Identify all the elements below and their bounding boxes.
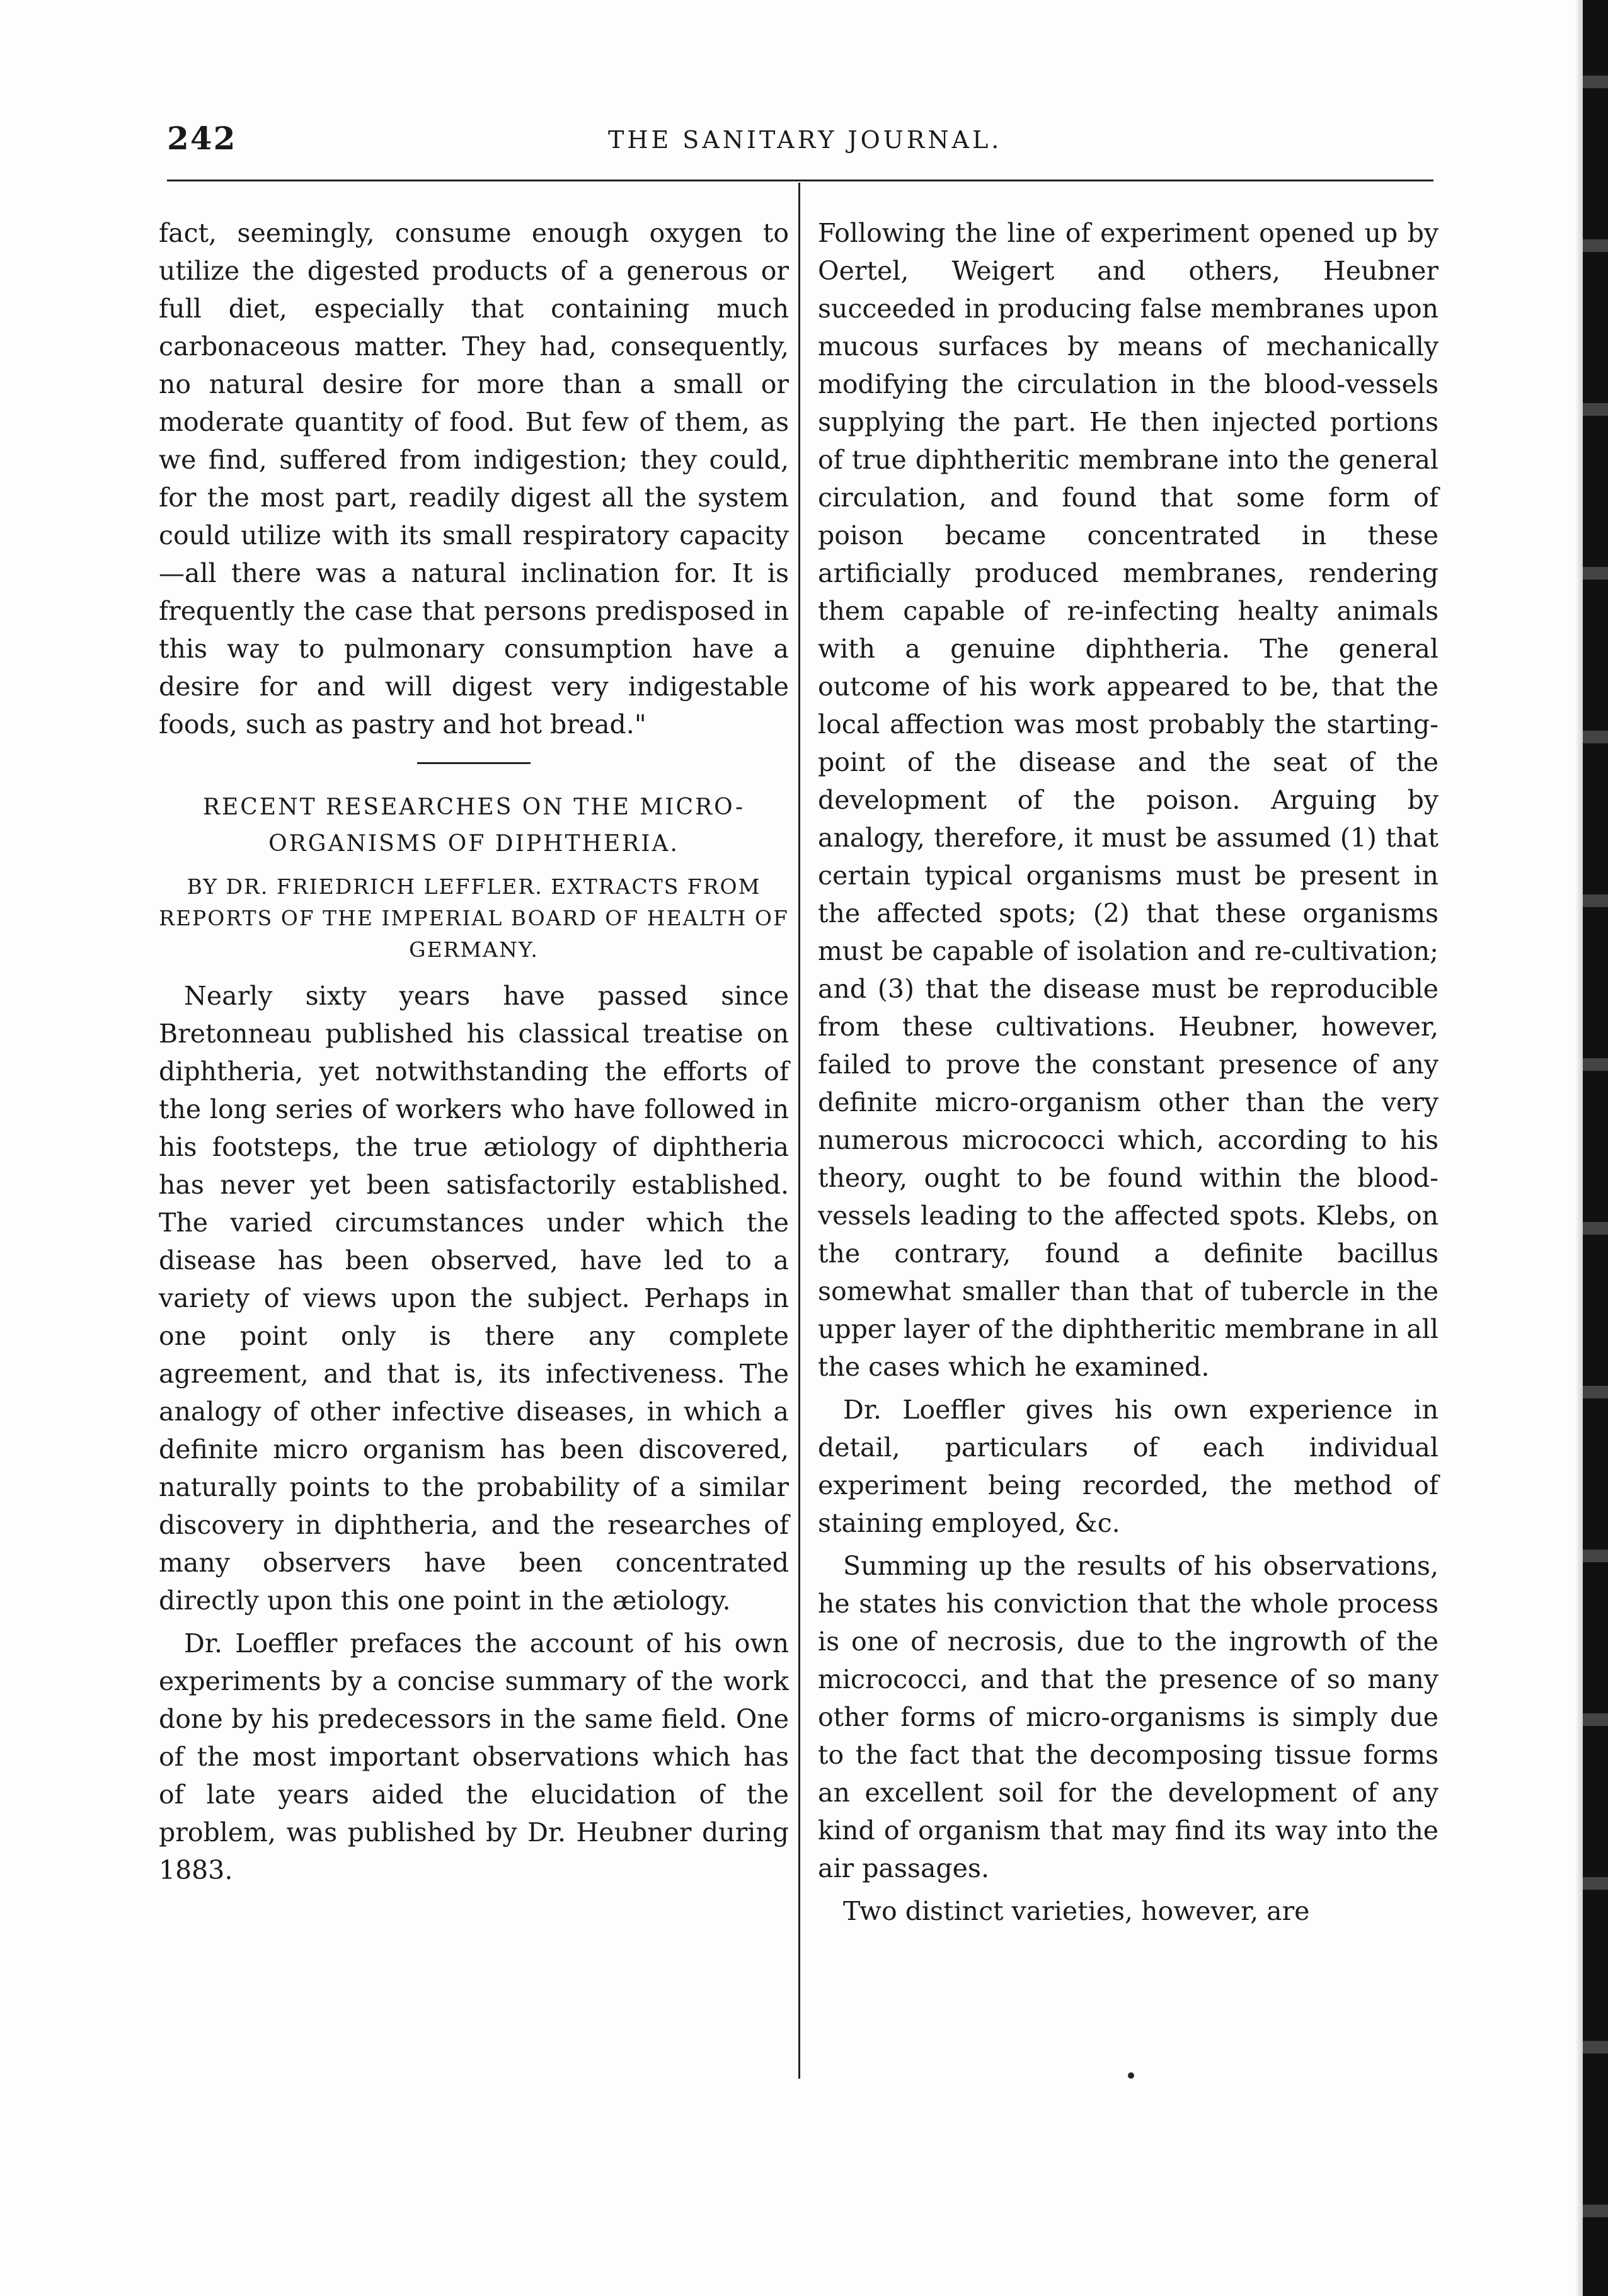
column-divider [798,183,800,2079]
article-byline: BY DR. FRIEDRICH LEFFLER. EXTRACTS FROM REPORTS OF THE IMPERIAL BOARD OF HEALTH OF GERMANY. [159,874,789,962]
article-title: RECENT RESEARCHES ON THE MICRO-ORGANISMS OF DIPHTHERIA. [202,794,745,857]
paragraph: Dr. Loeffler prefaces the account of his own experiments by a concise summary of the work done by his predecessors in the same field. One of the most important observations which has of late years aided the elucidation of the problem, was published by Dr. Heubner during 1883. [159,1628,789,1885]
page-number: 242 [167,120,237,157]
scan-edge-shadow [1575,0,1583,2296]
left-column [159,214,789,1894]
paragraph: Nearly sixty years have passed since Bretonneau published his classical treatise on diphtheria, yet notwithstanding the efforts of the long series of workers who have followed in his footsteps, the true ætiology of diphtheria has never yet been satisfactorily established. The varied circumstances under which the disease has been observed, have led to a variety of views upon the subject. Perhaps in one point only is there any complete agreement, and that is, its infectiveness. The analogy of other infective diseases, in which a definite micro organism has been discovered, naturally points to the probability of a similar discovery in diphtheria, and the researches of many observers have been concentrated directly upon this one point in the ætiology. [159,981,789,1616]
running-head: THE SANITARY JOURNAL. [608,126,1002,154]
paragraph: Summing up the results of his observations, he states his conviction that the whole process is one of necrosis, due to the ingrowth of the micrococci, and that the presence of so many other forms of micro-organisms is simply due to the fact that the decomposing tissue forms an excellent soil for the development of any kind of organism that may find its way into the air passages. [818,1551,1439,1883]
paragraph: fact, seemingly, consume enough oxygen to utilize the digested products of a generous or full diet, especially that containing much carbonaceous matter. They had, consequently, no natural desire for more than a small or moderate quantity of food. But few of them, as we find, suffered from indigestion; they could, for the most part, readily digest all the system could utilize with its small respiratory capacity—all there was a natural inclination for. It is frequently the case that persons predisposed in this way to pulmonary consumption have a desire for and will digest very indigestable foods, such as pastry and hot bread." [159,218,789,740]
paragraph: Dr. Loeffler gives his own experience in detail, particulars of each individual experiment being recorded, the method of staining employed, &c. [818,1395,1439,1538]
header-rule [167,180,1433,181]
page-header [167,120,1433,170]
right-column [818,214,1439,1935]
scan-edge [1583,0,1608,2296]
section-divider [417,762,531,764]
paragraph: Following the line of experiment opened up by Oertel, Weigert and others, Heubner succeeded in producing false membranes upon mucous surfaces by means of mechanically modifying the circulation in the blood-vessels supplying the part. He then injected portions of true diphtheritic membrane into the general circulation, and found that some form of poison became concentrated in these artificially produced membranes, rendering them capable of re-infecting healty animals with a genuine diphtheria. The general outcome of his work appeared to be, that the local affection was most probably the starting-point of the disease and the seat of the development of the poison. Arguing by analogy, therefore, it must be assumed (1) that certain typical organisms must be present in the affected spots; (2) that these organisms must be capable of isolation and re-cultivation; and (3) that the disease must be reproducible from these cultivations. Heubner, however, failed to prove the constant presence of any definite micro-organism other than the very numerous micrococci which, according to his theory, ought to be found within the blood-vessels leading to the affected spots. Klebs, on the contrary, found a definite bacillus somewhat smaller than that of tubercle in the upper layer of the diphtheritic membrane in all the cases which he examined. [818,218,1439,1382]
paragraph: Two distinct varieties, however, are [843,1896,1310,1926]
print-speck [1128,2072,1134,2079]
